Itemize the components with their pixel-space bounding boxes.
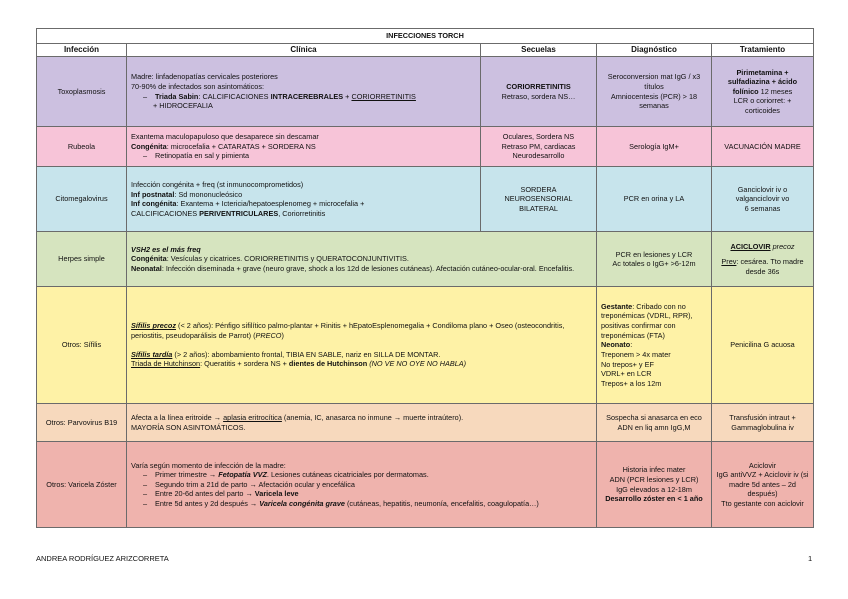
infection-name: Otros: Varicela Zóster xyxy=(37,442,127,528)
tratamiento-cell: Ganciclovir iv o valganciclovir vo 6 semanas xyxy=(712,167,814,232)
tratamiento-cell: Penicilina G acuosa xyxy=(712,287,814,404)
torch-table xyxy=(36,28,814,528)
infection-name: Toxoplasmosis xyxy=(37,57,127,127)
diagnostico-cell: Gestante: Cribado con no treponémicas (VDRL, RPR), positivas confirmar con treponémicas (FTA) Neonato: Treponem > 4x mater No trepos+ y EF VDRL+ en LCR Trepos+ a los 12m xyxy=(597,287,712,404)
secuelas-cell: CORIORRETINITIS Retraso, sordera NS… xyxy=(481,57,597,127)
table-title: INFECCIONES TORCH xyxy=(37,29,814,44)
row-varicela-zoster xyxy=(37,442,814,528)
tratamiento-cell: VACUNACIÓN MADRE xyxy=(712,127,814,167)
header-clinica: Clínica xyxy=(127,43,481,57)
infection-name: Otros: Parvovirus B19 xyxy=(37,404,127,442)
header-row xyxy=(37,43,814,57)
text-line: 70-90% de infectados son asintomáticos: xyxy=(131,82,265,92)
tratamiento-cell: Transfusión intraut + Gammaglobulina iv xyxy=(712,404,814,442)
clinica-cell: Afecta a la línea eritroide → aplasia eritrocítica (anemia, IC, anasarca no inmune → muerte intraútero). MAYORÍA SON ASINTOMÁTICOS. xyxy=(127,404,597,442)
row-citomegalovirus xyxy=(37,167,814,232)
footer-author: ANDREA RODRÍGUEZ ARIZCORRETA xyxy=(36,554,169,563)
text-line: Madre: linfadenopatías cervicales posteriores xyxy=(131,72,278,82)
row-parvovirus xyxy=(37,404,814,442)
diagnostico-cell: PCR en lesiones y LCR Ac totales o IgG+ >6-12m xyxy=(597,232,712,287)
diagnostico-cell: Serología IgM+ xyxy=(597,127,712,167)
infection-name: Citomegalovirus xyxy=(37,167,127,232)
header-infeccion: Infección xyxy=(37,43,127,57)
text-line: + HIDROCEFALIA xyxy=(153,101,213,111)
row-rubeola xyxy=(37,127,814,167)
row-toxoplasmosis xyxy=(37,57,814,127)
row-sifilis xyxy=(37,287,814,404)
header-diagnostico: Diagnóstico xyxy=(597,43,712,57)
clinica-cell xyxy=(127,57,481,127)
diagnostico-cell: Historia infec mater ADN (PCR lesiones y LCR) IgG elevados a 12-18m Desarrollo zóster en < 1 año xyxy=(597,442,712,528)
diagnostico-cell: Sospecha si anasarca en eco ADN en liq amn IgG,M xyxy=(597,404,712,442)
infection-name: Otros: Sífilis xyxy=(37,287,127,404)
clinica-cell: Varía según momento de infección de la madre: – Primer trimestre → Fetopatía VVZ. Lesiones cutáneas cicatriciales por dermatomas. – Segundo trim a 21d de parto → Afectación ocular y encefálica – Entre 20-6d antes del parto → Varicela leve – Entre 5d antes y 2d después → Varicela congénita grave (cutáneas, hepatitis, neumonía, encefalitis, coagulopatía…) xyxy=(127,442,597,528)
clinica-cell: VSH2 es el más freq Congénita: Vesículas y cicatrices. CORIORRETINITIS y QUERATOCONJUNTIVITIS. Neonatal: Infección diseminada + grave (neuro grave, shock a los 12d de lesiones cutáneas). Afectación cutáneo-ocular-oral. Encefalitis. xyxy=(127,232,597,287)
clinica-cell: Exantema maculopapuloso que desaparece sin descamar Congénita: microcefalia + CATARATAS + SORDERA NS – Retinopatía en sal y pimienta xyxy=(127,127,481,167)
infection-name: Herpes simple xyxy=(37,232,127,287)
infection-name: Rubeola xyxy=(37,127,127,167)
secuelas-cell: Oculares, Sordera NS Retraso PM, cardiacas Neurodesarrollo xyxy=(481,127,597,167)
tratamiento-cell: Pirimetamina + sulfadiazina + ácido folínico 12 meses LCR o coriorret: + corticoides xyxy=(712,57,814,127)
clinica-cell: Infección congénita + freq (st inmunocomprometidos) Inf postnatal: Sd mononucleósico Inf congénita: Exantema + Ictericia/hepatoesplenomeg + microcefalia + CALCIFICACIONES PERIVENTRICULARES, Coriorretinitis xyxy=(127,167,481,232)
text-line: – Triada Sabin: CALCIFICACIONES INTRACEREBRALES + CORIORRETINITIS xyxy=(143,91,416,101)
header-tratamiento: Tratamiento xyxy=(712,43,814,57)
diagnostico-cell: Seroconversion mat IgG / x3 títulos Amniocentesis (PCR) > 18 semanas xyxy=(597,57,712,127)
secuelas-cell: SORDERA NEUROSENSORIAL BILATERAL xyxy=(481,167,597,232)
row-herpes-simple xyxy=(37,232,814,287)
clinica-cell: Sífilis precoz (< 2 años): Pénfigo sifilítico palmo-plantar + Rinitis + hEpatoEsplenomegalia + Condiloma plano + Oseo (osteocondritis, periostitis, pseudoparálisis de Parrot) (PRECO) Sífilis tardía (> 2 años): abombamiento frontal, TIBIA EN SABLE, nariz en SILLA DE MONTAR. Triada de Hutchinson: Queratitis + sordera NS + dientes de Hutchinson (NO VE NO OYE NO HABLA) xyxy=(127,287,597,404)
tratamiento-cell: ACICLOVIR precoz Prev: cesárea. Tto madre desde 36s xyxy=(712,232,814,287)
header-secuelas: Secuelas xyxy=(481,43,597,57)
tratamiento-cell: Aciclovir IgG antiVVZ + Aciclovir iv (si madre 5d antes – 2d después) Tto gestante con aciclovir xyxy=(712,442,814,528)
diagnostico-cell: PCR en orina y LA xyxy=(597,167,712,232)
page-number: 1 xyxy=(808,554,813,563)
